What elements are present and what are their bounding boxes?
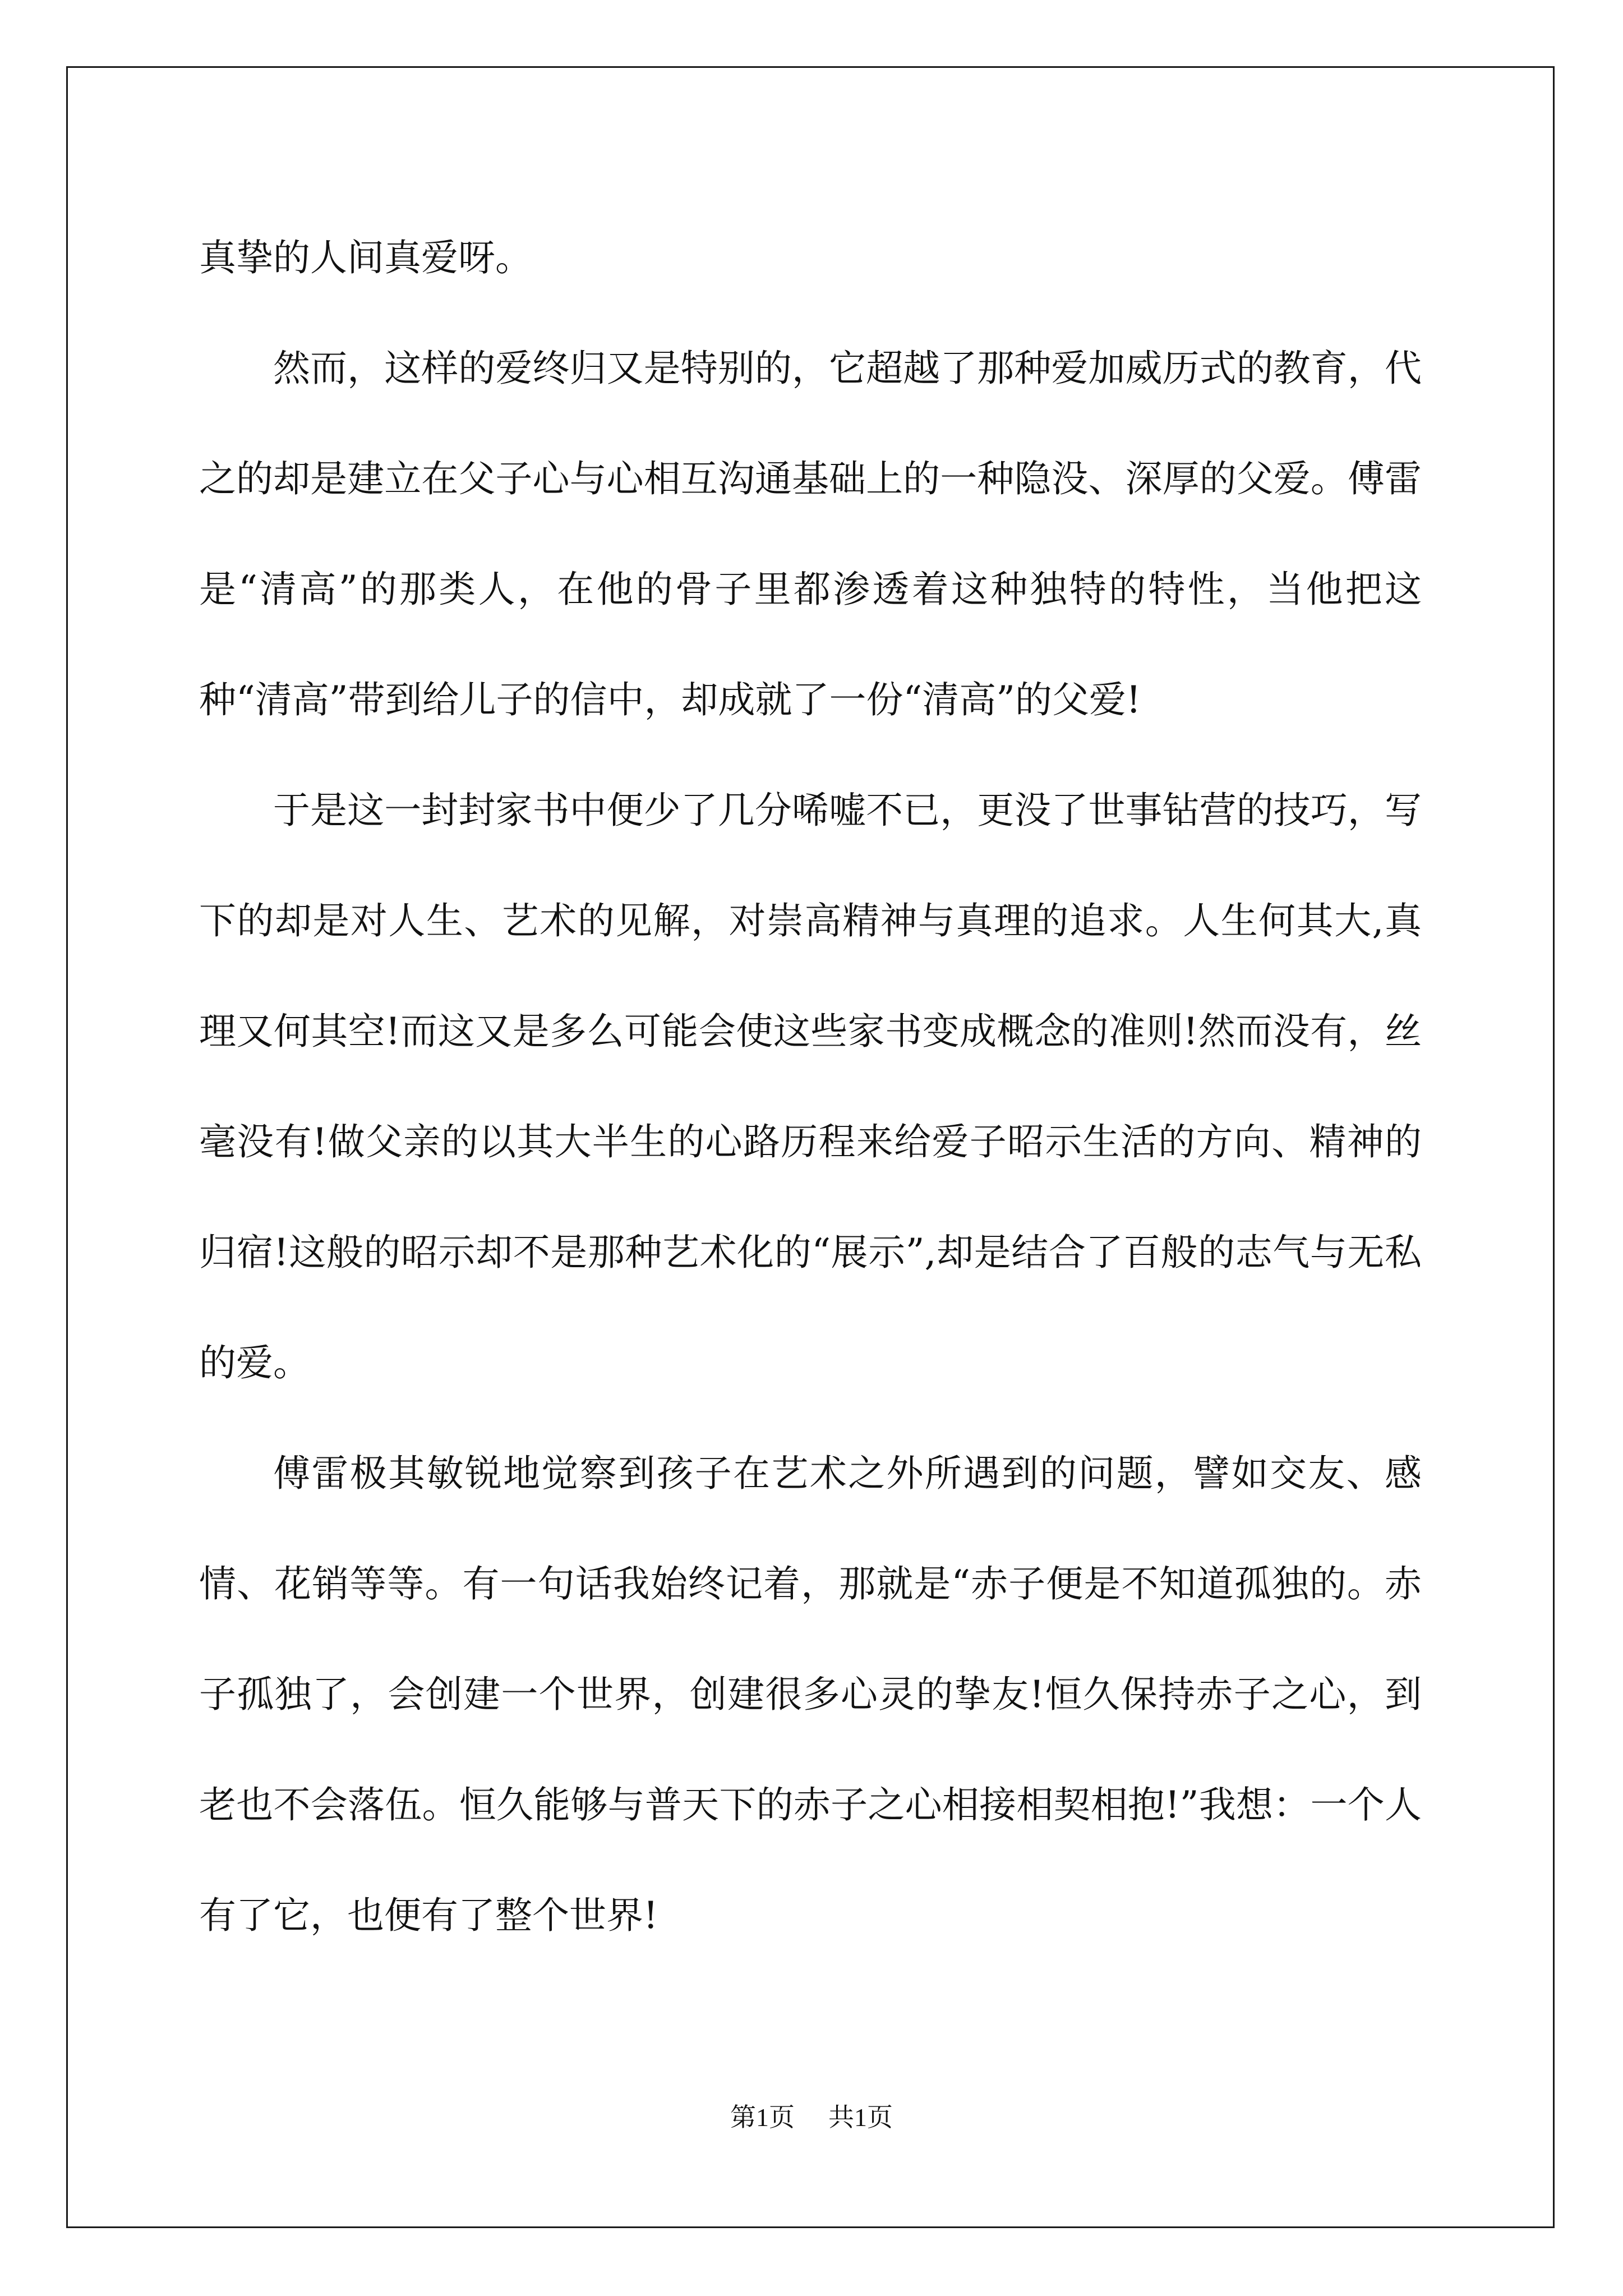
document-body <box>199 203 1422 1971</box>
paragraph-4: 傅雷极其敏锐地觉察到孩子在艺术之外所遇到的问题，譬如交友、感情、花销等等。有一句话我始终记着，那就是“赤子便是不知道孤独的。赤子孤独了，会创建一个世界，创建很多心灵的挚友!恒久保持赤子之心，到老也不会落伍。恒久能够与普天下的赤子之心相接相契相抱!”我想：一个人有了它，也便有了整个世界! <box>199 1452 1422 1937</box>
page-footer <box>0 2101 1623 2134</box>
paragraph-2: 然而，这样的爱终归又是特别的，它超越了那种爱加威历式的教育，代之的却是建立在父子心与心相互沟通基础上的一种隐没、深厚的父爱。傅雷是“清高”的那类人，在他的骨子里都渗透着这种独特的特性，当他把这种“清高”带到给儿子的信中，却成就了一份“清高”的父爱! <box>199 347 1422 721</box>
page-number-current: 第1页 <box>730 2103 795 2132</box>
paragraph-3: 于是这一封封家书中便少了几分唏嘘不已，更没了世事钻营的技巧，写下的却是对人生、艺术的见解，对崇高精神与真理的追求。人生何其大,真理又何其空!而这又是多么可能会使这些家书变成概念的准则!然而没有，丝毫没有!做父亲的以其大半生的心路历程来给爱子昭示生活的方向、精神的归宿!这般的昭示却不是那种艺术化的“展示”,却是结合了百般的志气与无私的爱。 <box>199 789 1422 1384</box>
page-number-total: 共1页 <box>828 2103 893 2132</box>
paragraph-1: 真挚的人间真爱呀。 <box>199 236 532 279</box>
